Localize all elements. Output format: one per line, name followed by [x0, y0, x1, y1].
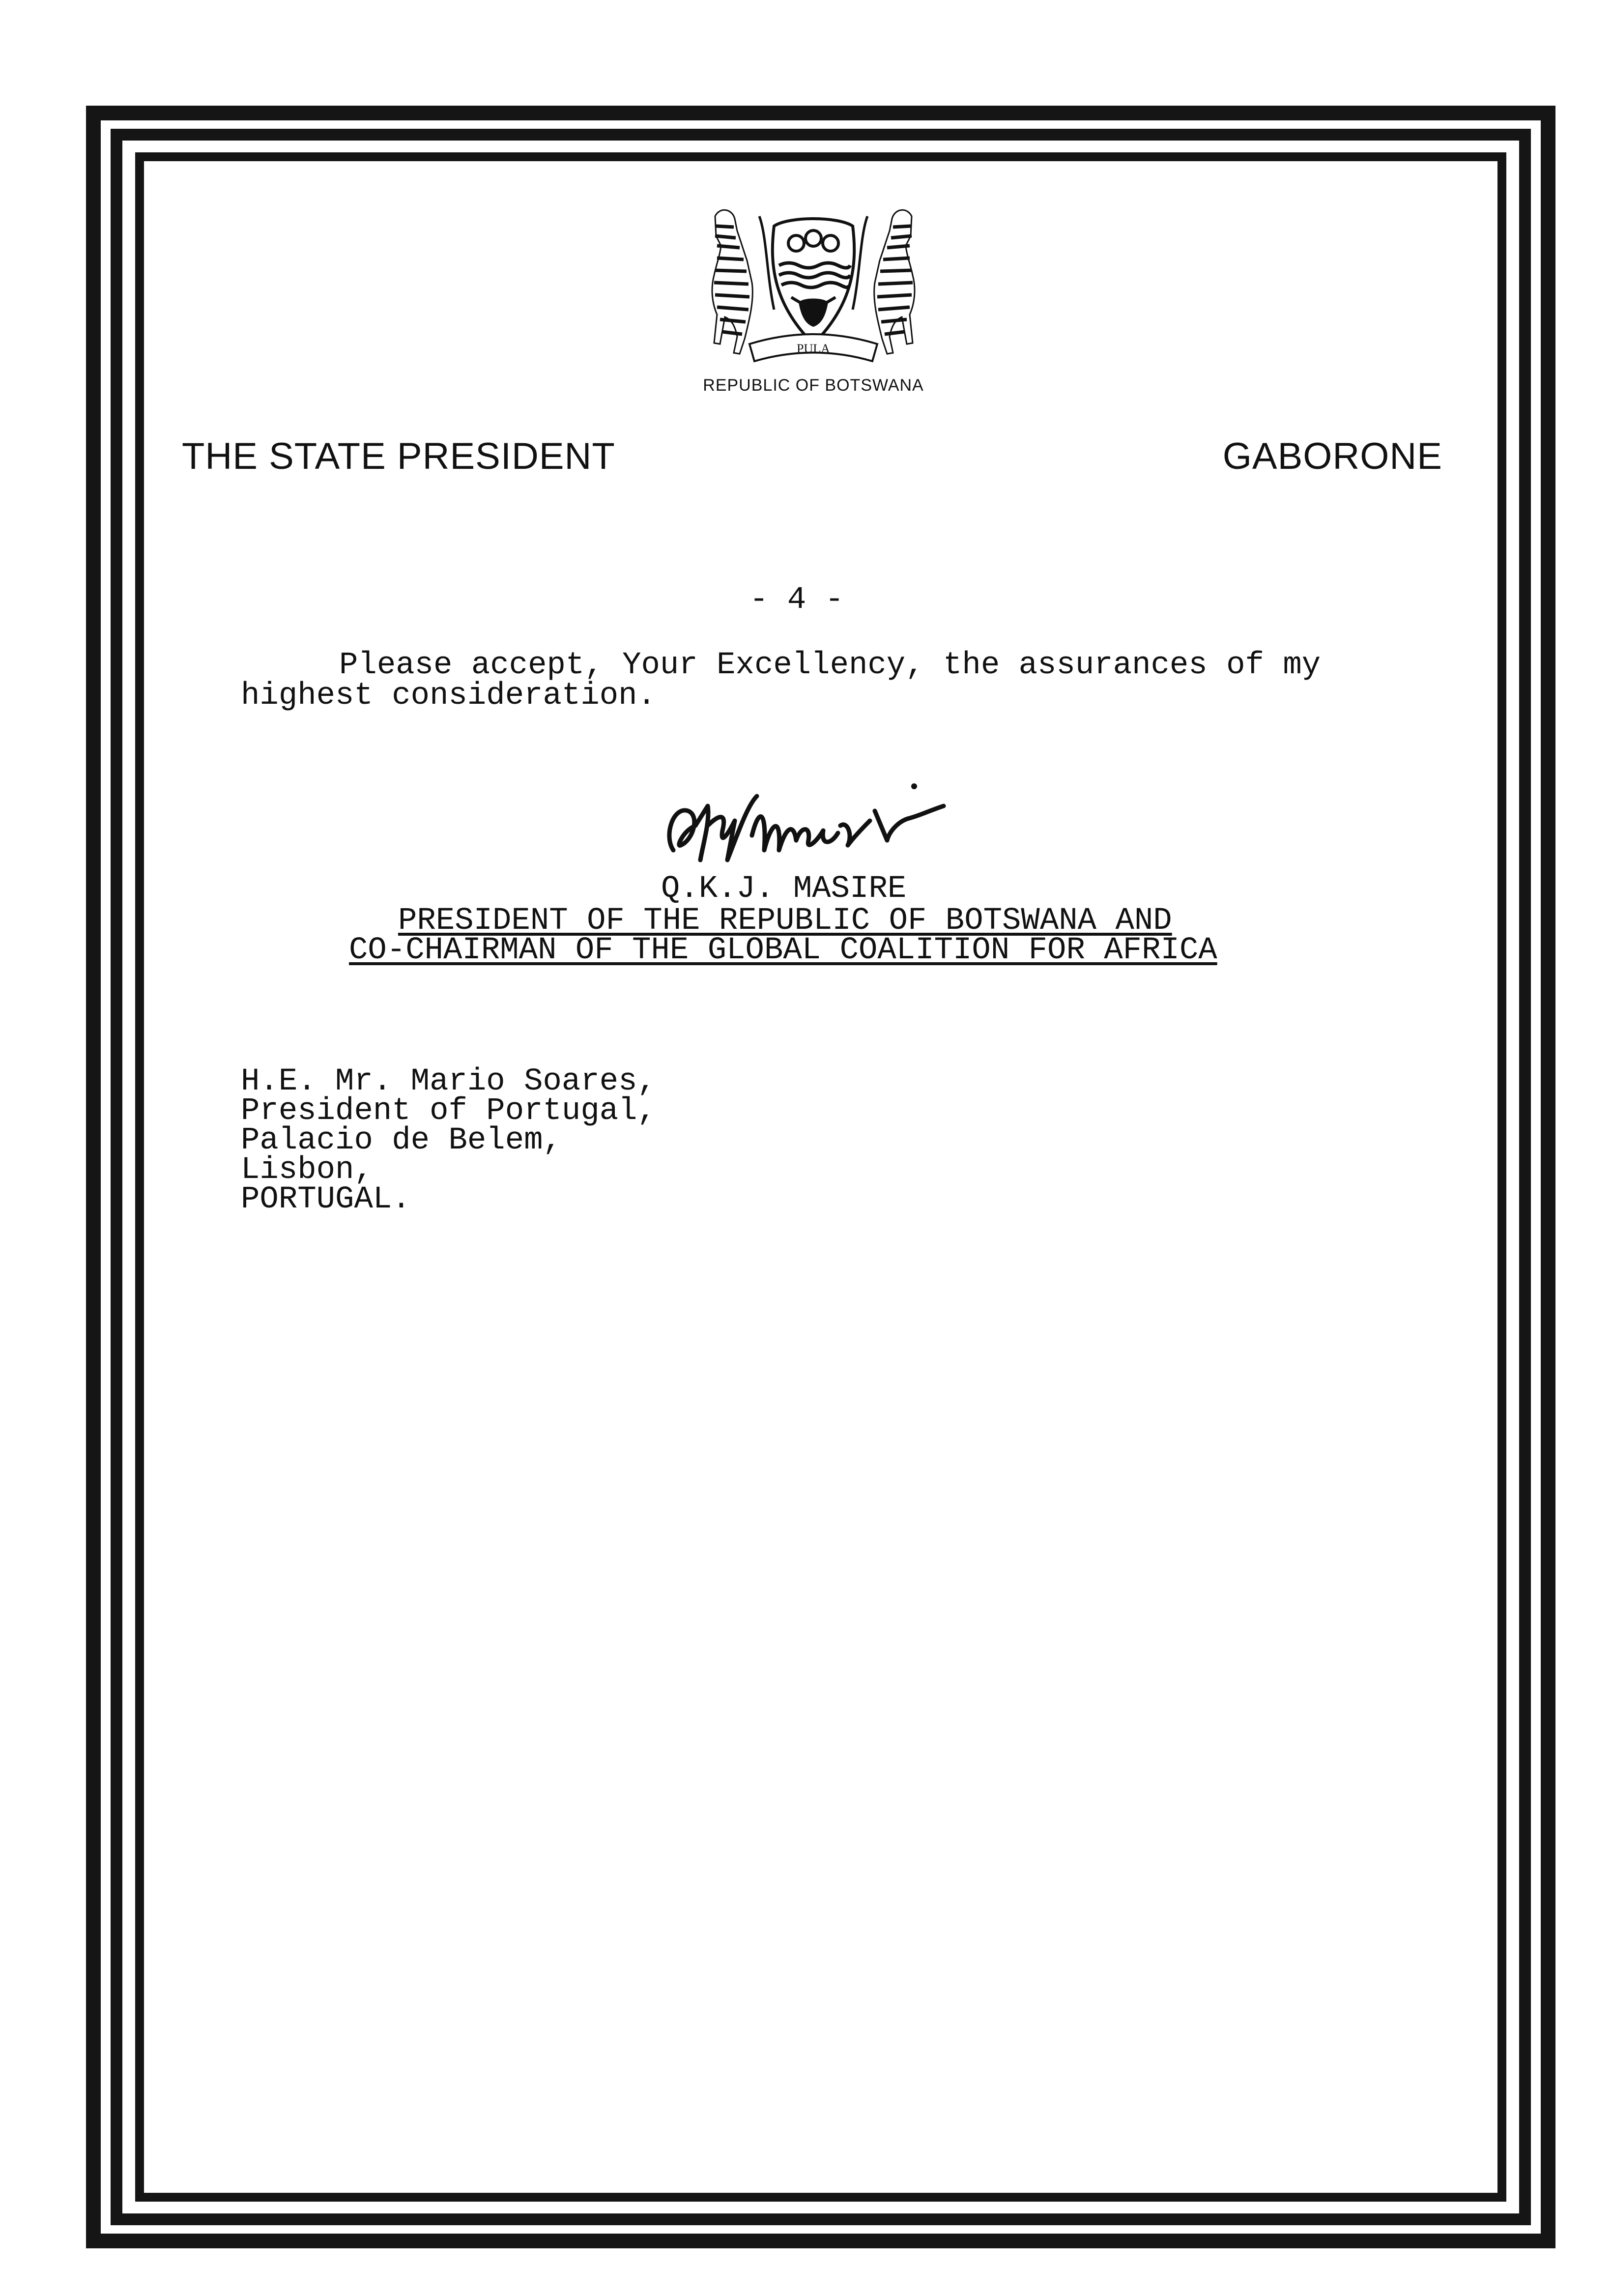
page-number: - 4 -: [749, 582, 844, 618]
signature-icon: [654, 776, 958, 875]
coat-of-arms: [686, 197, 941, 403]
closing-paragraph-line: Please accept, Your Excellency, the assurances of my: [339, 648, 1321, 683]
letterhead-location: GABORONE: [1222, 435, 1442, 477]
signatory-title-line: PRESIDENT OF THE REPUBLIC OF BOTSWANA AND: [398, 903, 1172, 939]
addressee-line: H.E. Mr. Mario Soares,: [241, 1064, 656, 1099]
addressee-line: Lisbon,: [241, 1152, 373, 1188]
signatory-name: Q.K.J. MASIRE: [661, 871, 907, 907]
signatory-title-line: CO-CHAIRMAN OF THE GLOBAL COALITION FOR AFRICA: [349, 933, 1217, 968]
coat-of-arms-icon: [686, 197, 941, 383]
closing-paragraph-line: highest consideration.: [241, 678, 656, 714]
handwritten-signature: [654, 776, 958, 875]
addressee-line: President of Portugal,: [241, 1093, 656, 1129]
crest-caption: REPUBLIC OF BOTSWANA: [703, 376, 924, 395]
addressee-line: Palacio de Belem,: [241, 1123, 562, 1158]
addressee-line: PORTUGAL.: [241, 1182, 411, 1217]
letterhead-title: THE STATE PRESIDENT: [182, 435, 615, 477]
crest-motto: PULA: [797, 342, 830, 356]
